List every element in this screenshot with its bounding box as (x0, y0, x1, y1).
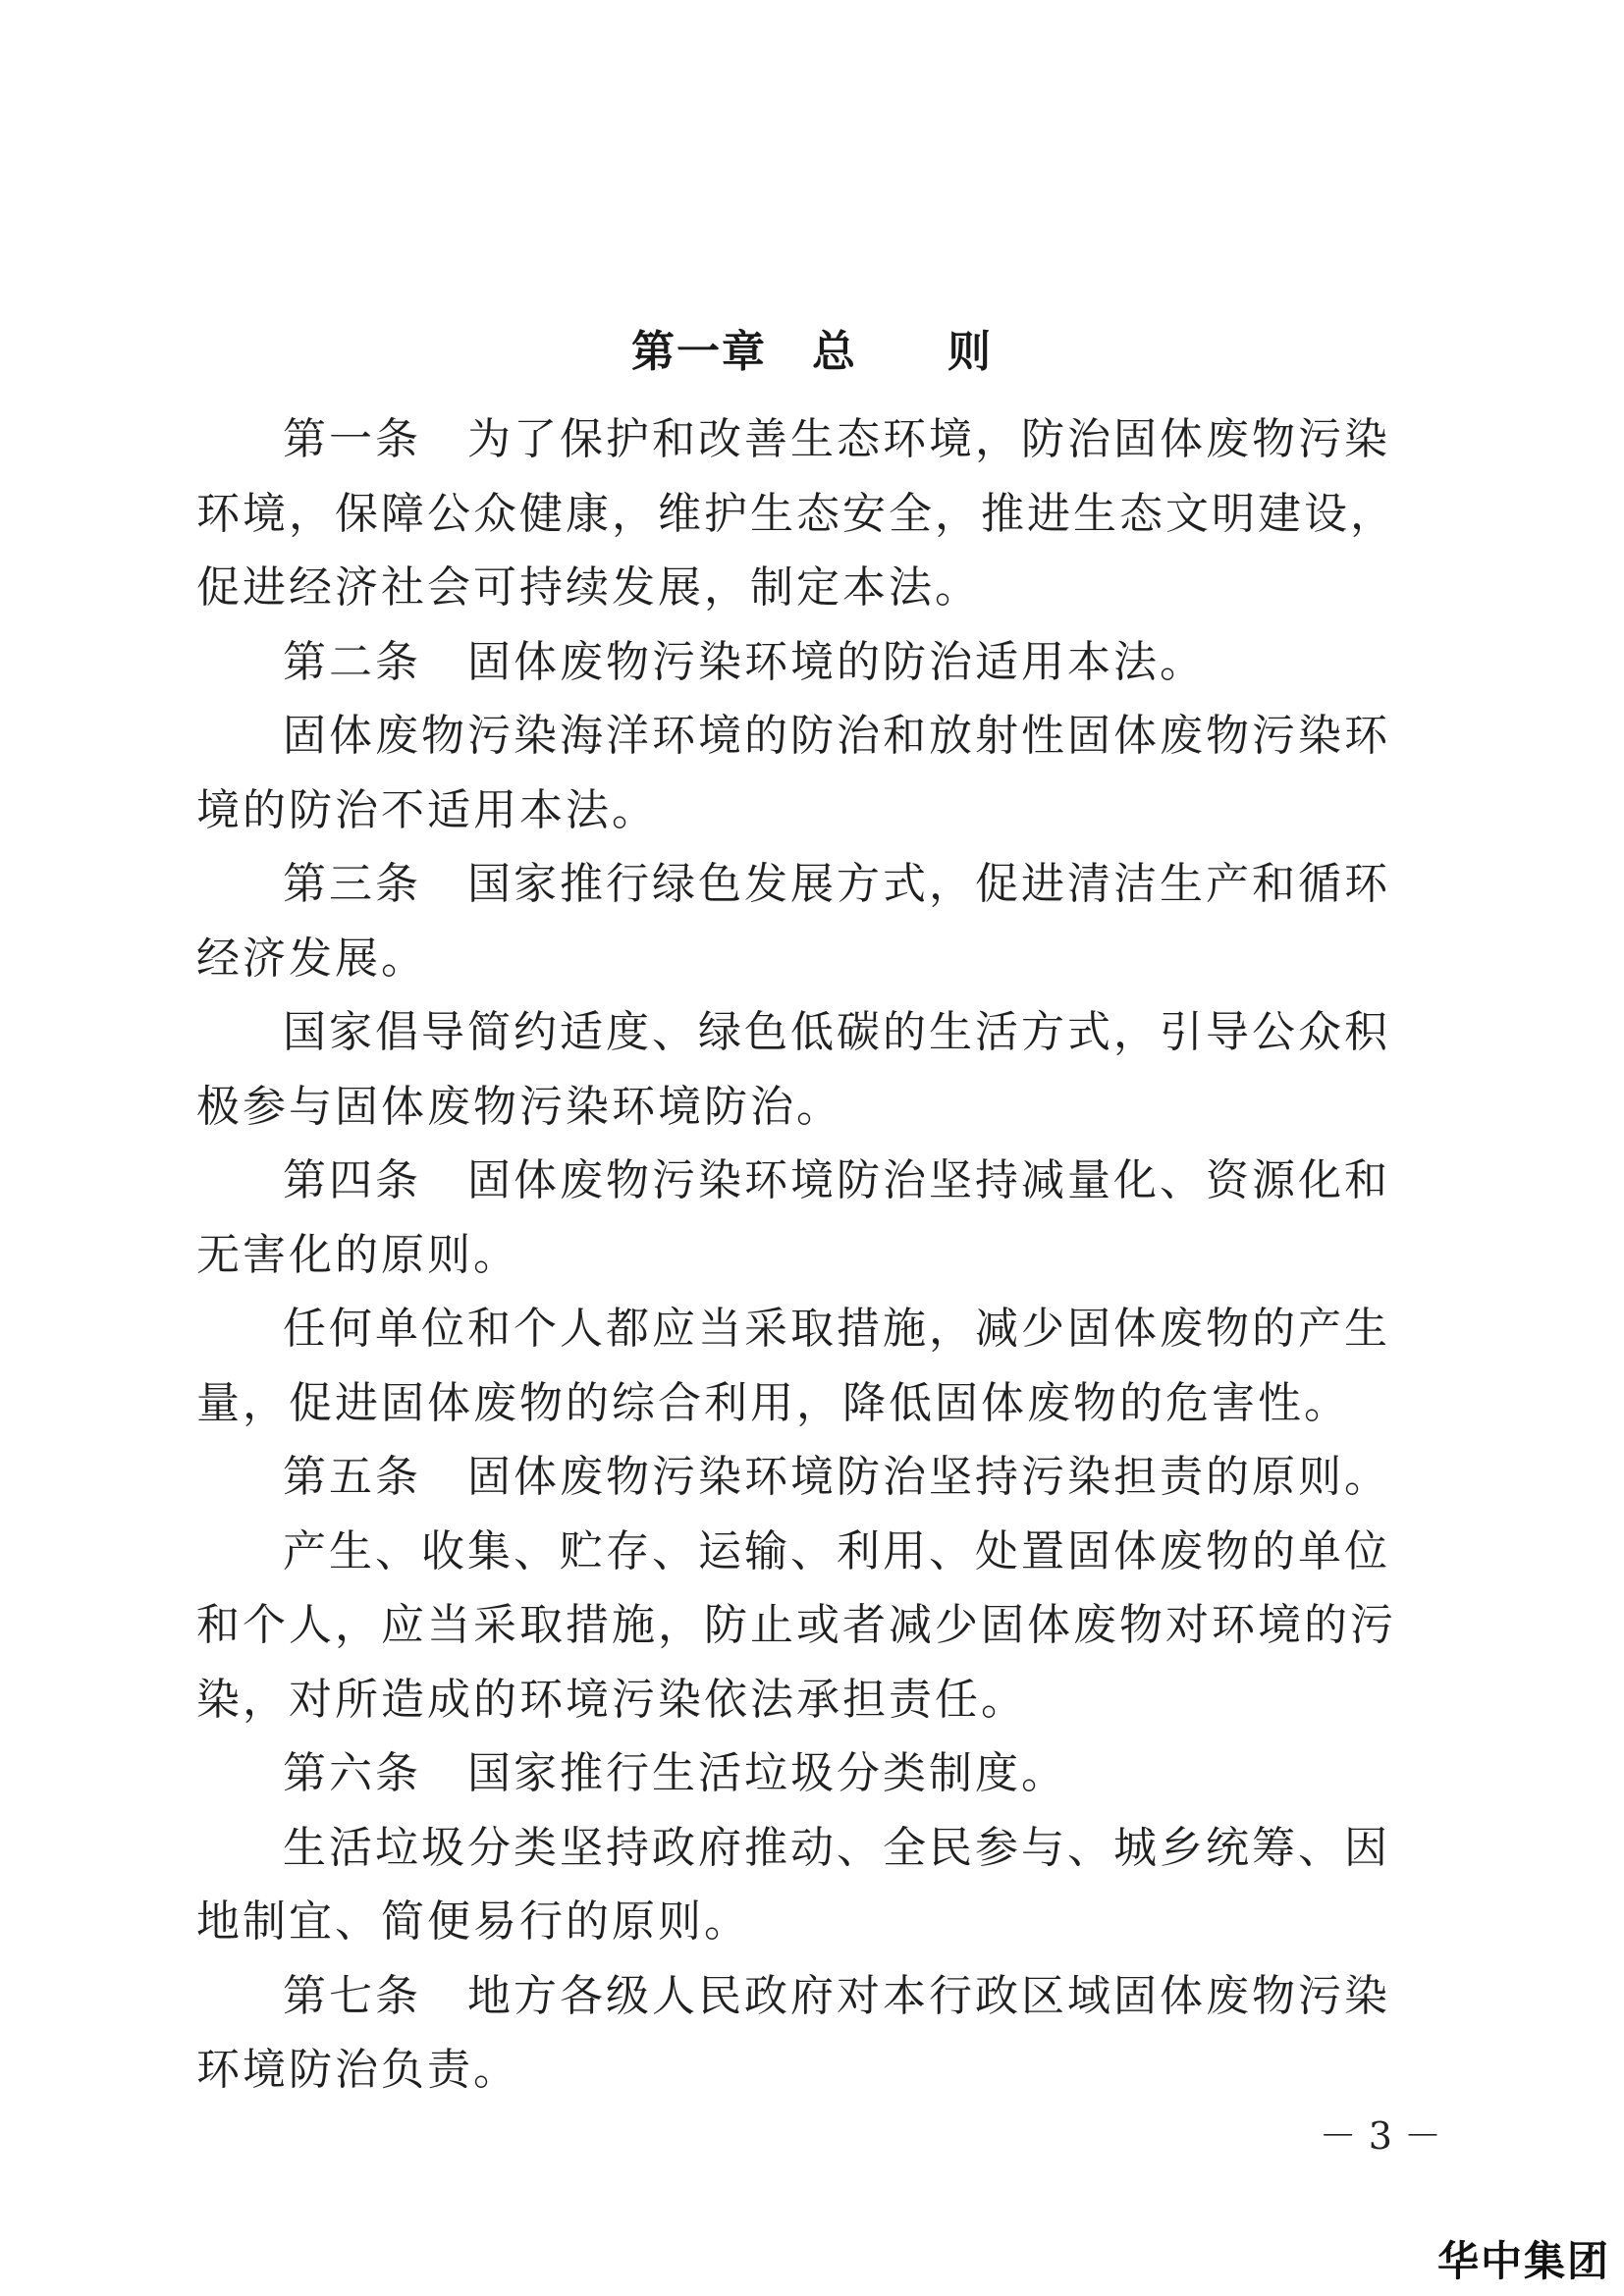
paragraph (196, 1440, 1434, 1515)
paragraph (196, 1292, 1434, 1440)
paragraph-text: 产生、收集、贮存、运输、利用、处置固体废物的单位和个人，应当采取措施，防止或者减少固体废物对环境的污染，对所造成的环境污染依法承担责任。 (196, 1525, 1396, 1725)
paragraph (196, 995, 1434, 1144)
paragraph (196, 847, 1434, 995)
watermark-logo: 华中集团 (1436, 2237, 1610, 2285)
paragraph-text: 固体废物污染环境防治坚持减量化、资源化和无害化的原则。 (196, 1155, 1390, 1280)
chapter-title: 第一章 总 则 (631, 327, 993, 377)
article-number: 第一条 (283, 414, 467, 464)
paragraph-text: 生活垃圾分类坚持政府推动、全民参与、城乡统筹、因地制宜、简便易行的原则。 (196, 1822, 1390, 1947)
paragraph-text: 固体废物污染环境防治坚持污染担责的原则。 (467, 1452, 1390, 1502)
paragraph (196, 1144, 1434, 1292)
paragraph-text: 国家倡导简约适度、绿色低碳的生活方式，引导公众积极参与固体废物污染环境防治。 (196, 1007, 1390, 1132)
paragraph-text: 任何单位和个人都应当采取措施，减少固体废物的产生量，促进固体废物的综合利用，降低固体废物的危害性。 (196, 1304, 1390, 1428)
paragraph (196, 1811, 1434, 1959)
article-number: 第四条 (283, 1155, 467, 1205)
page-number: － 3 － (1319, 2114, 1441, 2158)
paragraph-text: 国家推行绿色发展方式，促进清洁生产和循环经济发展。 (196, 859, 1390, 984)
article-number: 第三条 (283, 859, 467, 909)
paragraph-text: 为了保护和改善生态环境，防治固体废物污染环境，保障公众健康，维护生态安全，推进生态文明建设，促进经济社会可持续发展，制定本法。 (196, 414, 1396, 613)
article-number: 第七条 (283, 1970, 467, 2021)
paragraph (196, 1736, 1434, 1811)
paragraph-text: 地方各级人民政府对本行政区域固体废物污染环境防治负责。 (196, 1970, 1390, 2095)
paragraph-text: 国家推行生活垃圾分类制度。 (467, 1748, 1067, 1798)
paragraph (196, 1515, 1434, 1737)
document-body (196, 402, 1434, 2108)
paragraph (196, 699, 1434, 847)
article-number: 第二条 (283, 636, 467, 687)
paragraph-text: 固体废物污染环境的防治适用本法。 (467, 636, 1206, 687)
paragraph (196, 1959, 1434, 2108)
article-number: 第五条 (283, 1452, 467, 1502)
article-number: 第六条 (283, 1748, 467, 1798)
paragraph (196, 625, 1434, 700)
paragraph-text: 固体废物污染海洋环境的防治和放射性固体废物污染环境的防治不适用本法。 (196, 711, 1390, 835)
paragraph (196, 402, 1434, 625)
